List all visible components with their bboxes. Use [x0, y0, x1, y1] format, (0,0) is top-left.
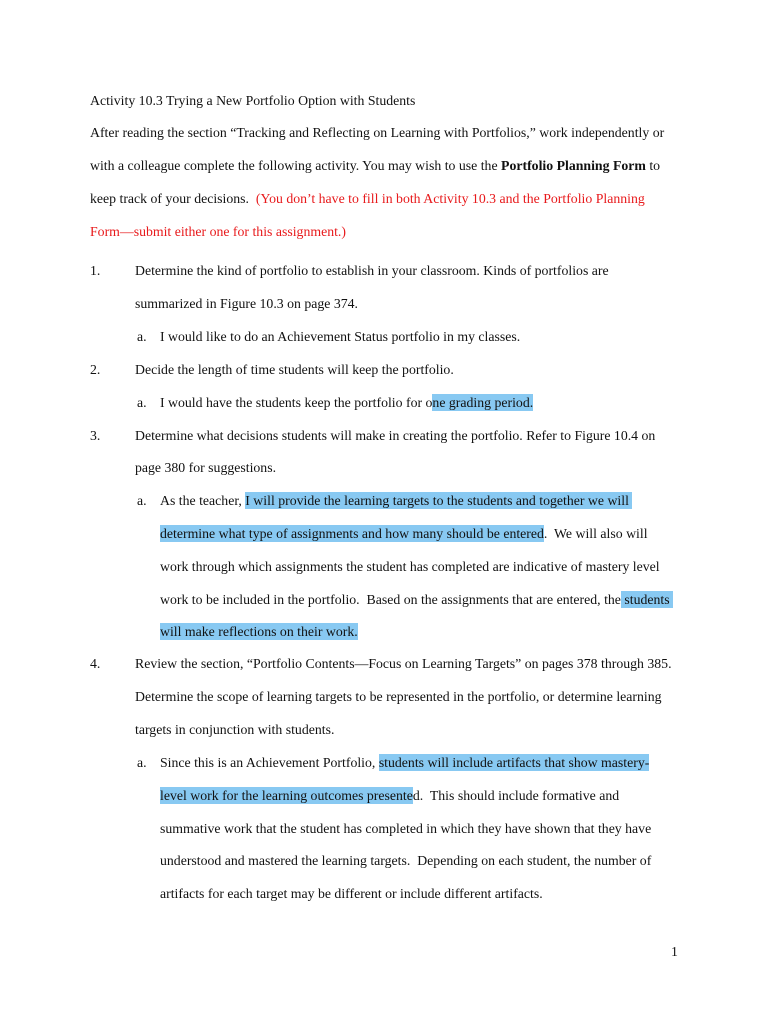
item-text-line: page 380 for suggestions.	[135, 460, 277, 475]
intro-line: After reading the section “Tracking and Reflecting on Learning with Portfolios,” work independently or	[90, 125, 665, 140]
answer-line	[160, 491, 632, 511]
highlighted-text: level work for the learning outcomes presente	[160, 788, 413, 803]
answer-text: I would have the students keep the portfolio for o	[160, 395, 433, 410]
answer-line	[160, 524, 648, 544]
list-number: 3.	[90, 428, 101, 443]
answer-text: summative work that the student has completed in which they have shown that they have	[160, 821, 652, 836]
item-text-line: Decide the length of time students will keep the portfolio.	[135, 362, 454, 377]
answer-line	[160, 753, 649, 773]
answer-text: As the teacher,	[160, 493, 246, 508]
answer-text: I would like to do an Achievement Status portfolio in my classes.	[160, 329, 521, 344]
item-text-line: summarized in Figure 10.3 on page 374.	[135, 296, 359, 311]
item-text-line: Determine the kind of portfolio to establish in your classroom. Kinds of portfolios are	[135, 263, 609, 278]
answer-line	[160, 786, 619, 806]
activity-title: Activity 10.3 Trying a New Portfolio Option with Students	[90, 93, 416, 108]
answer-text: d. This should include formative and	[412, 788, 620, 803]
answer-text: understood and mastered the learning targets. Depending on each student, the number of	[160, 853, 652, 868]
red-note-text: (You don’t have to fill in both Activity 10.3 and the Portfolio Planning	[255, 191, 645, 206]
portfolio-planning-form-reference: Portfolio Planning Form	[501, 158, 646, 173]
page-number: 1	[671, 944, 678, 959]
answer-letter: a.	[137, 755, 147, 770]
answer-line	[160, 393, 533, 413]
intro-text: with a colleague complete the following activity. You may wish to use the	[90, 158, 502, 173]
highlighted-text: students	[620, 592, 674, 607]
answer-letter: a.	[137, 329, 147, 344]
list-number: 2.	[90, 362, 101, 377]
intro-line	[90, 156, 660, 176]
item-text-line: targets in conjunction with students.	[135, 722, 335, 737]
highlighted-text: students will include artifacts that show mastery-	[378, 755, 650, 770]
item-text-line: Determine the scope of learning targets to be represented in the portfolio, or determine learning	[135, 689, 662, 704]
answer-letter: a.	[137, 395, 147, 410]
answer-text: . We will also will	[543, 526, 648, 541]
answer-text: work to be included in the portfolio. Based on the assignments that are entered, the	[160, 592, 621, 607]
intro-text: to	[645, 158, 661, 173]
list-number: 4.	[90, 656, 101, 671]
item-text-line: Review the section, “Portfolio Contents—Focus on Learning Targets” on pages 378 through 385.	[135, 656, 672, 671]
answer-text: artifacts for each target may be different or include different artifacts.	[160, 886, 543, 901]
answer-line	[160, 590, 673, 610]
answer-line	[160, 622, 358, 642]
highlighted-text: determine what type of assignments and how many should be entered	[160, 526, 544, 541]
intro-line	[90, 189, 645, 209]
highlighted-text: ne grading period.	[432, 395, 534, 410]
item-text-line: Determine what decisions students will make in creating the portfolio. Refer to Figure 10.4 on	[135, 428, 656, 443]
answer-text: work through which assignments the student has completed are indicative of mastery level	[160, 559, 660, 574]
list-number: 1.	[90, 263, 101, 278]
intro-text: keep track of your decisions.	[90, 191, 256, 206]
highlighted-text: will make reflections on their work.	[160, 624, 358, 639]
highlighted-text: I will provide the learning targets to the students and together we will	[245, 493, 633, 508]
answer-letter: a.	[137, 493, 147, 508]
red-note-text: Form—submit either one for this assignment.)	[90, 224, 346, 239]
answer-text: Since this is an Achievement Portfolio,	[160, 755, 379, 770]
